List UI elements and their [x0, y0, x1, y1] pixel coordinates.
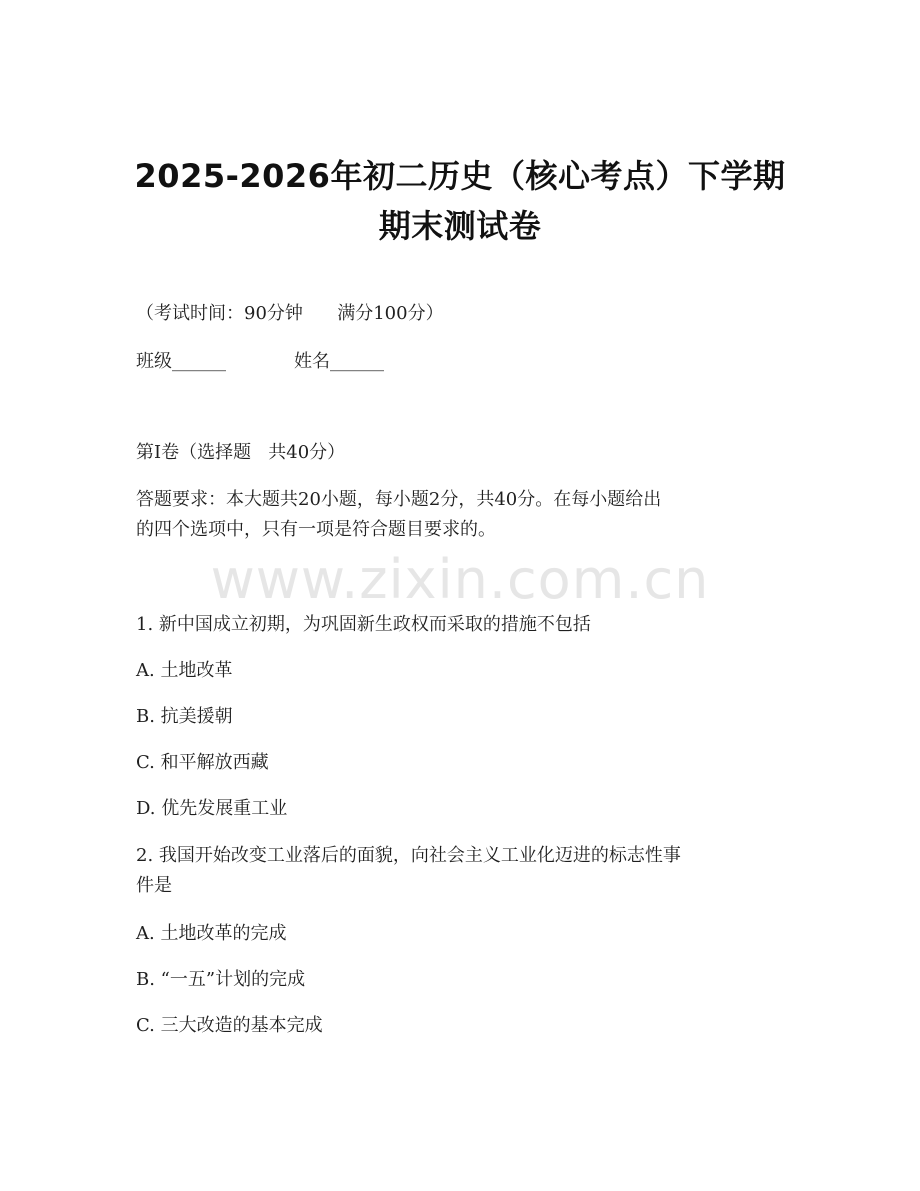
question-1-stem: 1. 新中国成立初期，为巩固新生政权而采取的措施不包括	[136, 614, 591, 635]
section-heading: 第I卷（选择题 共40分）	[136, 442, 346, 463]
document-title-line-1: 2025-2026年初二历史（核心考点）下学期	[134, 157, 786, 195]
question-2-option-c: C. 三大改造的基本完成	[136, 1015, 323, 1036]
question-1-option-a: A. 土地改革	[136, 660, 233, 681]
document-title-line-2: 期末测试卷	[378, 207, 542, 245]
exam-info: （考试时间：90分钟 满分100分）	[136, 303, 444, 324]
question-2-stem-line-2: 件是	[136, 875, 172, 896]
name-field-label: 姓名______	[294, 351, 384, 372]
section-instruction-line-1: 答题要求：本大题共20小题，每小题2分，共40分。在每小题给出	[136, 489, 662, 510]
section-instruction-line-2: 的四个选项中，只有一项是符合题目要求的。	[136, 519, 496, 540]
question-1-option-c: C. 和平解放西藏	[136, 752, 269, 773]
watermark: www.zixin.com.cn	[210, 548, 710, 611]
class-field-label: 班级______	[136, 351, 226, 372]
question-2-stem-line-1: 2. 我国开始改变工业落后的面貌，向社会主义工业化迈进的标志性事	[136, 845, 681, 866]
question-1-option-d: D. 优先发展重工业	[136, 798, 288, 819]
question-2-option-a: A. 土地改革的完成	[136, 923, 287, 944]
question-1-option-b: B. 抗美援朝	[136, 706, 233, 727]
question-2-option-b: B. “一五”计划的完成	[136, 969, 306, 990]
